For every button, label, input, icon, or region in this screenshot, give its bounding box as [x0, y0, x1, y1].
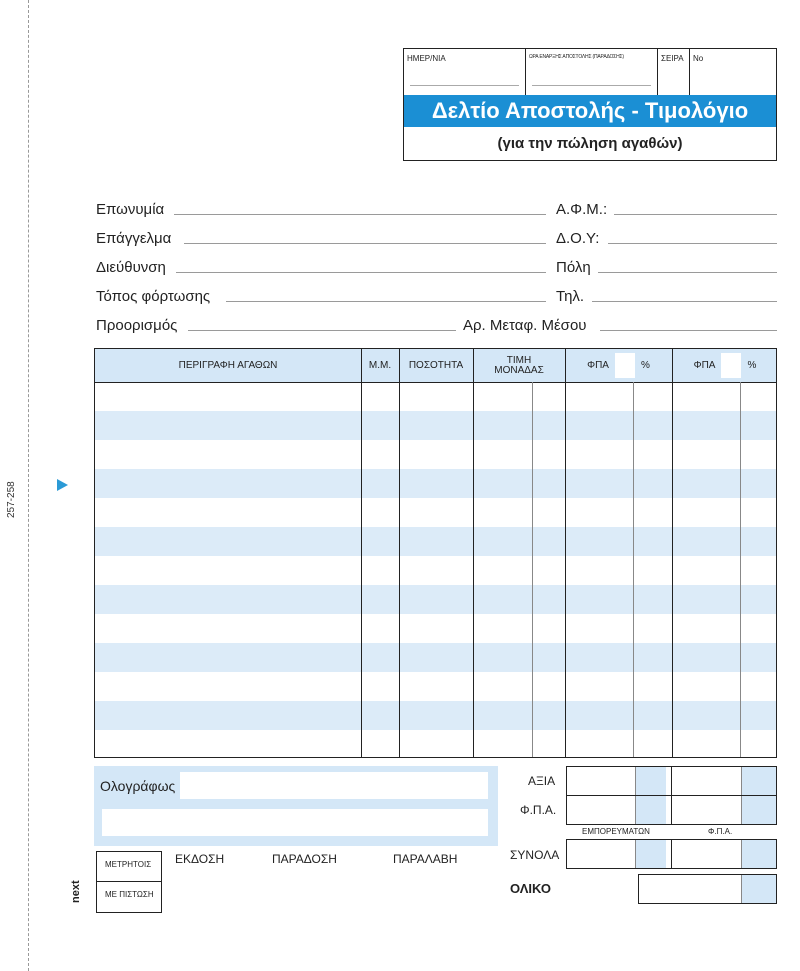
amount-in-words-input-1[interactable]: [180, 772, 488, 799]
amount-in-words-box: [94, 766, 498, 846]
col-header-quantity: ΠΟΣΟΤΗΤΑ: [408, 359, 464, 371]
vat-total-label: Φ.Π.Α.: [520, 803, 557, 817]
goods-vat-field[interactable]: [567, 796, 671, 824]
table-row[interactable]: [95, 469, 776, 498]
table-row[interactable]: [95, 701, 776, 730]
number-label: No: [693, 54, 704, 63]
field-line-doy[interactable]: [608, 243, 777, 244]
field-label-proorismos: Προορισμός: [96, 317, 178, 334]
date-cell[interactable]: [404, 49, 526, 95]
amount-in-words-input-2[interactable]: [102, 809, 488, 836]
field-line-epaggelma[interactable]: [184, 243, 546, 244]
vat-rate-input-1[interactable]: [615, 353, 635, 378]
field-label-dieuthinsi: Διεύθυνση: [96, 259, 166, 276]
vat-rate-input-2[interactable]: [721, 353, 741, 378]
field-line-proorismos[interactable]: [188, 330, 456, 331]
value-label: ΑΞΙΑ: [528, 774, 556, 788]
total-goods-field[interactable]: [567, 840, 671, 868]
percent-label-1: %: [640, 359, 650, 371]
field-line-poli[interactable]: [598, 272, 777, 273]
col-header-unit-price-line2: ΜΟΝΑΔΑΣ: [494, 364, 544, 376]
signature-issuer-label: ΕΚΔΟΣΗ: [175, 852, 225, 866]
start-time-label: ΩΡΑ ΕΝΑΡΞΗΣ ΑΠΟΣΤΟΛΗΣ (ΠΑΡΑΔΟΣΗΣ): [529, 54, 624, 60]
field-label-til: Τηλ.: [556, 288, 585, 305]
column-divider: [399, 349, 400, 757]
column-divider: [532, 382, 533, 757]
signature-delivery-label: ΠΑΡΑΔΟΣΗ: [272, 852, 337, 866]
column-divider: [672, 349, 673, 757]
document-subtitle: (για την πώληση αγαθών): [497, 135, 683, 152]
col-header-vat-1: [565, 349, 672, 382]
document-header: [403, 48, 777, 161]
start-time-cell[interactable]: [526, 49, 658, 95]
vat-value-field[interactable]: [671, 767, 776, 795]
column-divider: [565, 349, 566, 757]
goods-table: [94, 348, 777, 758]
signature-receiver-label: ΠΑΡΑΛΑΒΗ: [393, 852, 458, 866]
grand-total-field[interactable]: [638, 874, 777, 904]
perforation-line: [28, 0, 29, 971]
series-label: ΣΕΙΡΑ: [661, 54, 684, 63]
field-line-dieuthinsi[interactable]: [176, 272, 546, 273]
vat-label-2: ΦΠΑ: [693, 359, 716, 371]
field-label-poli: Πόλη: [556, 259, 591, 276]
goods-value-field[interactable]: [567, 767, 671, 795]
cash-option[interactable]: ΜΕΤΡΗΤΟΙΣ: [105, 860, 152, 869]
totals-box: [566, 766, 777, 825]
vat-column-label: Φ.Π.Α.: [708, 827, 733, 836]
payment-method-box: [96, 851, 162, 913]
triangle-marker-icon: [57, 479, 68, 491]
document-title: Δελτίο Αποστολής - Τιμολόγιο: [404, 95, 776, 127]
table-row[interactable]: [95, 585, 776, 614]
grand-total-label: ΟΛΙΚΟ: [510, 881, 551, 896]
total-vat-field[interactable]: [671, 840, 776, 868]
table-row[interactable]: [95, 411, 776, 440]
totals-row: [566, 839, 777, 869]
col-header-unit-price: [473, 349, 565, 382]
col-header-vat-2: [672, 349, 777, 382]
field-line-eponymia[interactable]: [174, 214, 546, 215]
column-divider: [361, 349, 362, 757]
number-cell[interactable]: [690, 49, 776, 95]
table-row[interactable]: [95, 527, 776, 556]
vat-vat-field[interactable]: [671, 796, 776, 824]
date-label: ΗΜΕΡ/ΝΙΑ: [407, 54, 446, 63]
col-header-unit-price-line1: ΤΙΜΗ: [506, 354, 532, 366]
credit-option[interactable]: ΜΕ ΠΙΣΤΩΣΗ: [105, 890, 154, 899]
field-line-ar-metaf[interactable]: [600, 330, 777, 331]
percent-label-2: %: [747, 359, 757, 371]
vat-label-1: ΦΠΑ: [587, 359, 609, 371]
field-label-ar-metaf: Αρ. Μεταφ. Μέσου: [463, 317, 587, 334]
amount-in-words-label: Ολογράφως: [100, 778, 176, 794]
field-label-eponymia: Επωνυμία: [96, 201, 165, 218]
goods-column-label: ΕΜΠΟΡΕΥΜΑΤΩΝ: [582, 827, 650, 836]
brand-logo: next: [70, 880, 82, 904]
field-line-topos[interactable]: [226, 301, 546, 302]
totals-label: ΣΥΝΟΛΑ: [510, 848, 560, 862]
field-line-til[interactable]: [592, 301, 777, 302]
field-label-epaggelma: Επάγγελμα: [96, 230, 172, 247]
series-cell[interactable]: [658, 49, 690, 95]
column-divider: [473, 349, 474, 757]
field-label-topos: Τόπος φόρτωσης: [96, 288, 211, 305]
field-label-doy: Δ.Ο.Υ:: [556, 230, 600, 247]
column-divider: [740, 382, 741, 757]
field-line-afm[interactable]: [614, 214, 777, 215]
table-row[interactable]: [95, 643, 776, 672]
col-header-unit: Μ.Μ.: [368, 359, 392, 371]
column-divider: [633, 382, 634, 757]
col-header-description: ΠΕΡΙΓΡΑΦΗ ΑΓΑΘΩΝ: [178, 359, 278, 371]
form-code: 257-258: [6, 481, 17, 519]
field-label-afm: Α.Φ.Μ.:: [556, 201, 608, 218]
